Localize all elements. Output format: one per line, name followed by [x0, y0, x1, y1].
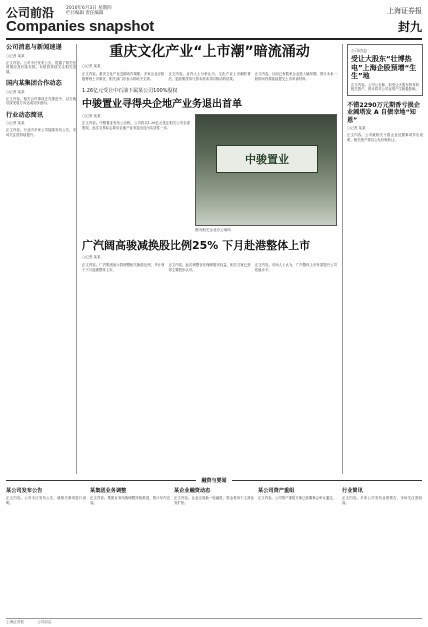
main-byline: ○记者 某某 — [82, 64, 101, 68]
story-body: 正文内容。相关合作事项正在推进中，双方就后续发展方向达成初步意向。 — [6, 96, 76, 106]
page-edition: 封九 — [397, 20, 422, 34]
highlight-body: 正文内容。公司公告称，拟受让大股东持有的相关资产，预计将对公司业绩产生积极影响。 — [351, 82, 419, 92]
masthead-date: 2010年6月3日 星期四 — [66, 6, 112, 11]
bottom-story — [174, 488, 254, 616]
story-title: 行业动态简讯 — [6, 111, 44, 119]
second-column-text: 正文内容。此次调整旨在保障股东权益，相关方案已获得主要股东认可。 — [168, 263, 251, 272]
highlight-kicker: 公司动态 — [351, 48, 367, 53]
bottom-story — [90, 488, 170, 616]
masthead-editor: 栏目编辑 责任编辑 — [66, 11, 104, 16]
story-body: 正文内容。公司今日发布公告，披露了相关经营情况及后续安排。本报将持续关注相关进展。 — [6, 60, 76, 74]
left-story — [6, 112, 76, 138]
story-title: 某企业融资动态 — [174, 488, 211, 494]
masthead-meta — [66, 6, 112, 16]
left-story — [6, 44, 76, 74]
bottom-stories — [6, 488, 422, 616]
right-story — [347, 102, 423, 143]
story-title: 行业简讯 — [342, 488, 363, 494]
story-byline: ○记者 某某 — [347, 126, 366, 131]
right-column — [342, 44, 423, 474]
news-photo — [195, 114, 337, 226]
story-body: 正文内容。多家公司发布业绩预告，市场关注度较高。 — [342, 496, 422, 505]
newspaper-brand: 上海证券报 — [387, 7, 422, 15]
footer-right: 公司前沿 — [37, 620, 52, 624]
masthead — [6, 4, 422, 38]
story-body: 正文内容。企业完成新一轮融资，资金将用于主营业务扩张。 — [174, 496, 254, 505]
photo-caption: 图为相关企业办公场所 — [195, 228, 231, 233]
second-headline: 广汽阔高骏减换股比例25% 下月赴港整体上市 — [82, 239, 311, 253]
center-column — [82, 44, 337, 474]
lead-column-text: 正文内容。业内人士分析认为，文化产业上市潮的背后，是政策扶持与资本需求共同推动的结果。 — [168, 72, 251, 81]
sub-byline: ○记者 某某 — [82, 114, 101, 119]
second-column-text: 正文内容。广汽集团表示将调整相关换股比例，并计划于下月赴港整体上市。 — [82, 263, 165, 272]
section-title: 公司前沿 — [6, 6, 55, 20]
story-body: 正文内容。行业内多家公司陆续发布公告，市场关注度持续提升。 — [6, 128, 76, 138]
second-columns — [82, 263, 337, 272]
bottom-story — [6, 488, 86, 616]
second-column-text: 正文内容。市场人士认为，广汽整体上市有望提升公司估值水平。 — [254, 263, 337, 272]
second-byline: ○记者 某某 — [82, 255, 101, 260]
story-title: 不错2290万元期香亏损企业阔塔发 A 自债幸地“知恩” — [347, 101, 420, 124]
photo-block — [195, 114, 337, 233]
sub-story-text — [82, 114, 190, 233]
story-title: 某公司资产重组 — [258, 488, 295, 494]
story-byline: ○记者 某某 — [6, 89, 25, 94]
lead-columns — [82, 72, 337, 81]
story-body: 正文内容。公司就相关亏损企业处置事项作出说明，相关资产将以公允价格转让。 — [347, 133, 423, 142]
story-body: 正文内容。集团业务结构调整持续推进，预计年内完成。 — [90, 496, 170, 505]
story-title: 国内某集团合作动态 — [6, 80, 62, 88]
band-label: 融资与要闻 — [196, 477, 231, 484]
bottom-story — [258, 488, 338, 616]
footer-left: 上海证券报 — [6, 620, 24, 624]
story-byline: ○记者 某某 — [6, 121, 25, 126]
masthead-rule — [6, 38, 422, 40]
lead-column-text: 正文内容。目前已有数家企业进入辅导期，预计未来一段时间内将陆续提交上市申请材料。 — [254, 72, 337, 81]
sub-headline: 中骏置业寻得央企地产业务退出首单 — [82, 99, 242, 111]
story-title: 公司消息与新闻速递 — [6, 44, 62, 51]
left-story — [6, 80, 76, 106]
story-byline: ○记者 某某 — [6, 53, 25, 58]
story-body: 正文内容。公司资产重组方案已获董事会审议通过。 — [258, 496, 336, 501]
sub-kicker: 1.26亿元受让中石油下属某公司100%股权 — [82, 88, 178, 95]
photo-sign-text: 中骏置业 — [245, 153, 289, 167]
story-title: 某公司发布公告 — [6, 488, 43, 494]
sub-story-row — [82, 114, 337, 233]
left-column — [6, 44, 77, 474]
section-title-english: Companies snapshot — [6, 18, 155, 35]
bottom-story — [342, 488, 422, 616]
lead-column-text: 正文内容。重庆文化产业近期动作频繁，多家企业正积极筹划上市事宜，相关部门亦表示将给予支持。 — [82, 72, 165, 81]
sub-body: 正文内容。中骏置业发布公告称，公司将以1.26亿元受让相关公司全部股权，此次交易标志着央企地产业务退出迈出实质性一步。 — [82, 121, 190, 130]
photo-sign — [216, 145, 318, 173]
section-band — [6, 476, 422, 484]
story-body: 正文内容。公司今日发布公告，就相关事项进行说明。 — [6, 496, 86, 505]
main-headline: 重庆文化产业“上市潮”暗流涌动 — [109, 44, 310, 60]
page-footer — [6, 618, 422, 625]
story-title: 某集团业务调整 — [90, 488, 127, 494]
highlight-title: 受让大股东“壮博热电”上海企股预增“生生”地 — [351, 55, 417, 80]
highlight-box — [347, 44, 423, 96]
